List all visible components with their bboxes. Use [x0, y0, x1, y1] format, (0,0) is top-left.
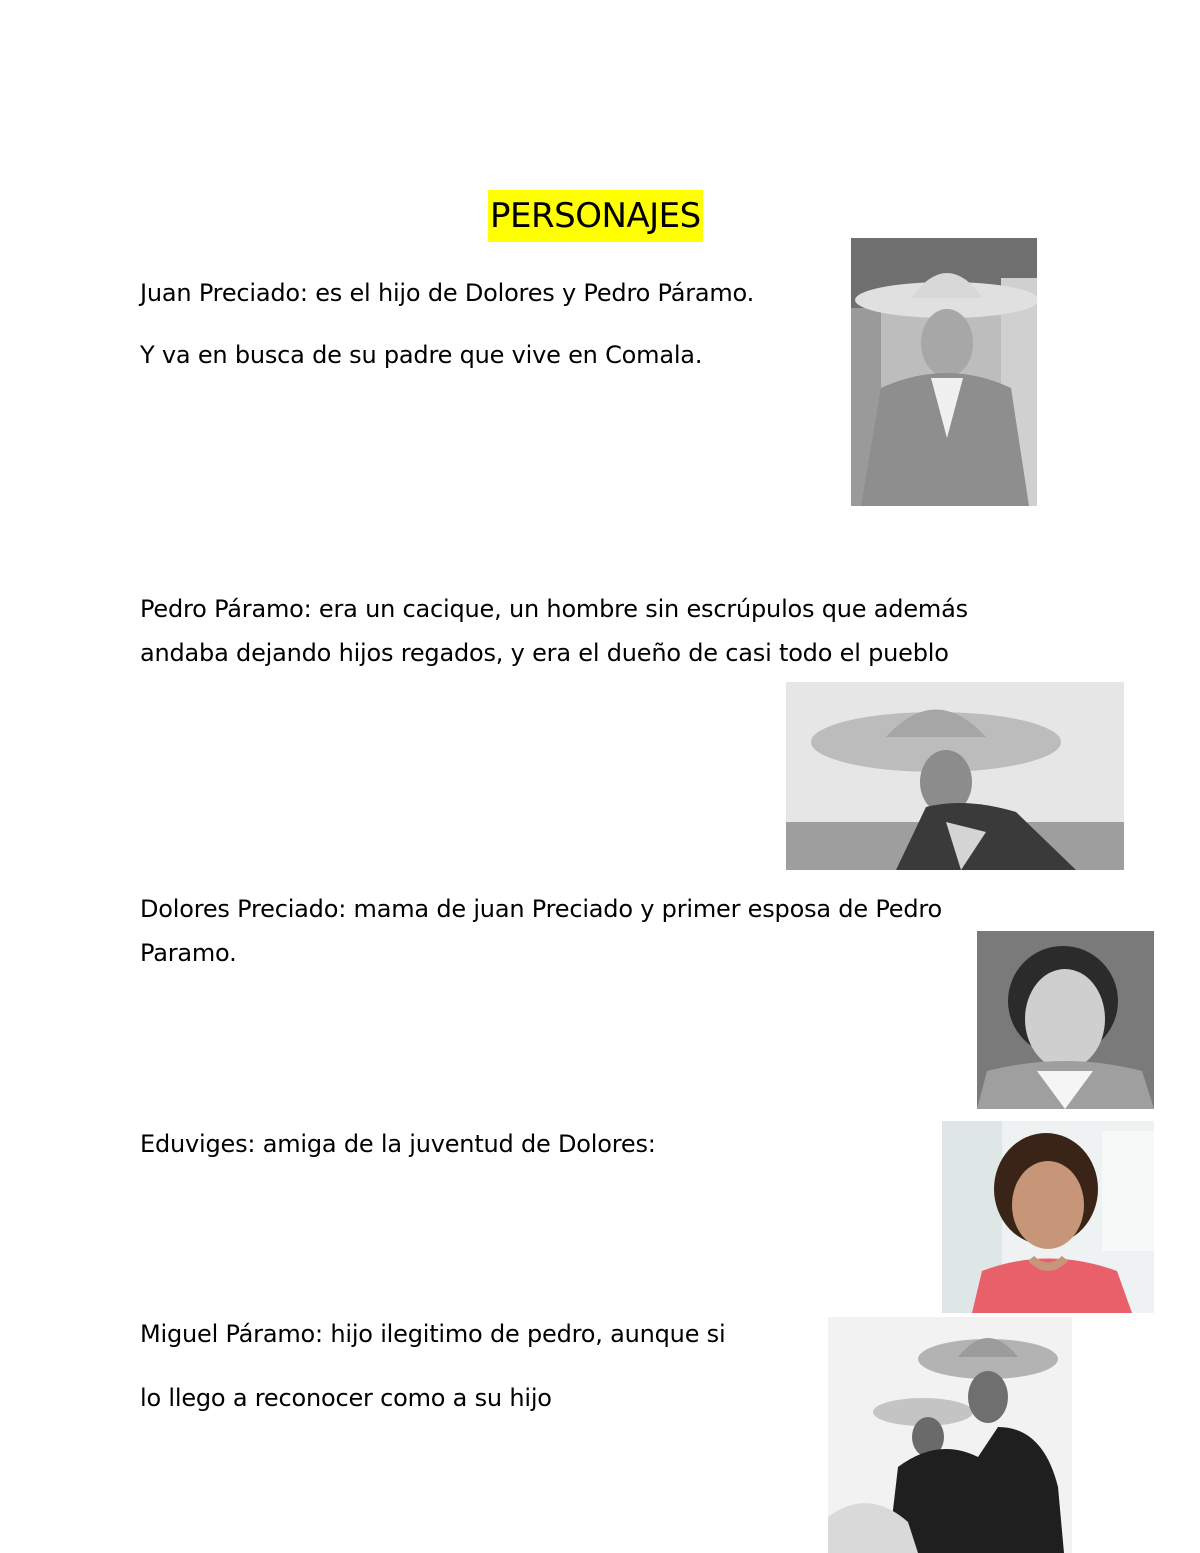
pedro-paramo-photo	[786, 682, 1124, 870]
character-eduviges-line-1: Eduviges: amiga de la juventud de Dolores:	[140, 1130, 656, 1158]
character-miguel-line-1: Miguel Páramo: hijo ilegitimo de pedro, aunque si	[140, 1320, 726, 1348]
character-juan-line-2: Y va en busca de su padre que vive en Comala.	[140, 341, 703, 369]
juan-preciado-photo	[851, 238, 1037, 506]
miguel-paramo-photo	[828, 1317, 1072, 1553]
dolores-preciado-photo	[977, 931, 1154, 1109]
character-dolores-line-2: Paramo.	[140, 939, 237, 967]
eduviges-photo	[942, 1121, 1154, 1313]
character-miguel-line-2: lo llego a reconocer como a su hijo	[140, 1384, 552, 1412]
character-pedro-line-2: andaba dejando hijos regados, y era el dueño de casi todo el pueblo	[140, 639, 949, 667]
character-juan-line-1: Juan Preciado: es el hijo de Dolores y Pedro Páramo.	[140, 279, 755, 307]
character-dolores-line-1: Dolores Preciado: mama de juan Preciado y primer esposa de Pedro	[140, 895, 942, 923]
page-title: PERSONAJES	[488, 190, 703, 242]
character-pedro-line-1: Pedro Páramo: era un cacique, un hombre sin escrúpulos que además	[140, 595, 968, 623]
